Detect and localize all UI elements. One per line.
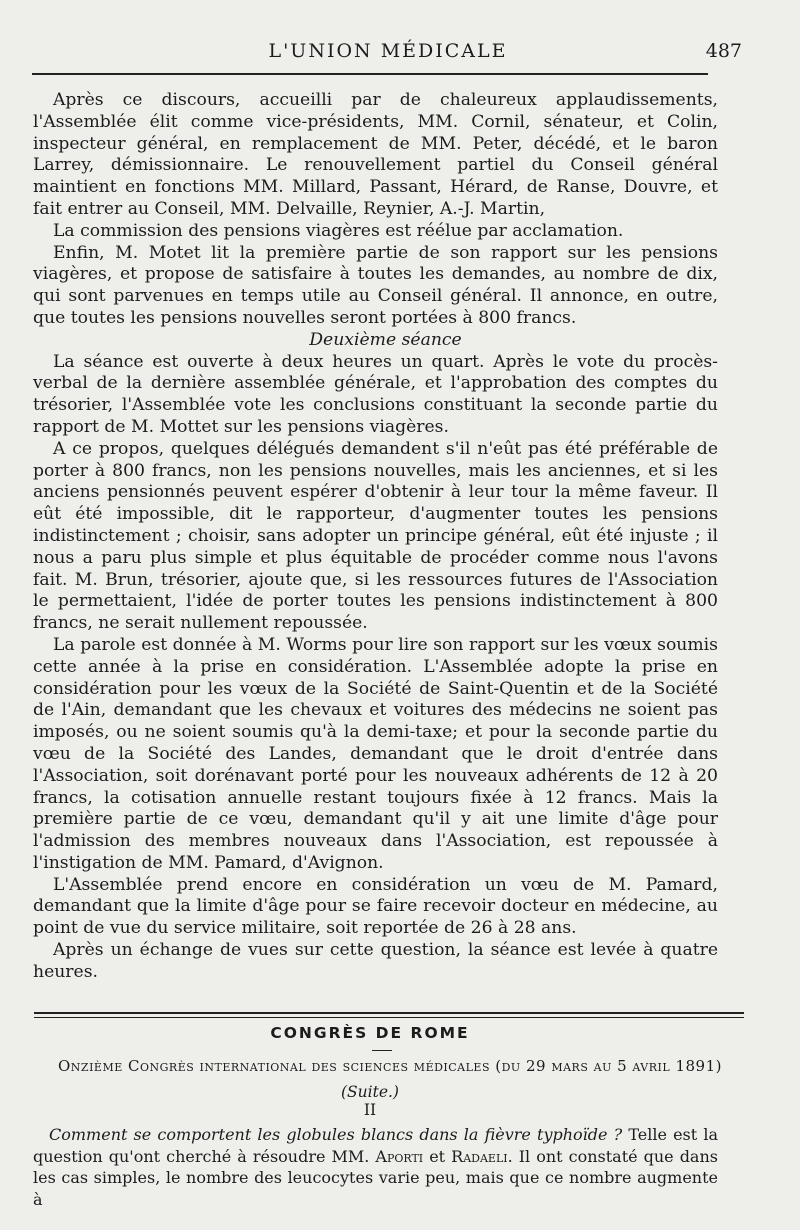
author-name: Aporti: [375, 1146, 424, 1166]
text-segment: et: [429, 1146, 446, 1166]
text-segment: Telle est la question qu'ont cherché à résoudre MM.: [33, 1125, 718, 1166]
page-number: 487: [705, 40, 742, 62]
suite-label: (Suite.): [341, 1083, 399, 1101]
congress-paragraph: [33, 1124, 718, 1210]
paragraph: Après ce discours, accueilli par de chaleureux applaudissements, l'Assemblée élit comme vice-présidents, MM. Cornil, sénateur, et Colin, inspecteur général, en remplacement de MM. Peter, décédé, et le baron Larrey, démissionnaire. Le renouvellement partiel du Conseil général maintient en fonctions MM. Millard, Passant, Hérard, de Ranse, Douvre, et fait entrer au Conseil, MM. Delvaille, Reynier, A.-J. Martin,: [33, 90, 718, 219]
paragraph: Enfin, M. Motet lit la première partie de son rapport sur les pensions viagères, et propose de satisfaire à toutes les demandes, au nombre de dix, qui sont parvenues en temps utile au Conseil général. Il annonce, en outre, que toutes les pensions nouvelles seront portées à 800 francs.: [33, 242, 718, 328]
running-title: L'UNION MÉDICALE: [268, 40, 508, 62]
section-heading: Deuxième séance: [309, 329, 462, 350]
question-text: Comment se comportent les globules blancs dans la fièvre typhoïde ?: [49, 1125, 623, 1144]
paragraph: A ce propos, quelques délégués demandent s'il n'eût pas été préférable de porter à 800 francs, non les pensions nouvelles, mais les anciennes, et si les anciens pensionnés peuvent espérer d'obtenir à leur tour la même faveur. Il eût été impossible, dit le rapporteur, d'augmenter toutes les pensions indistinctement ; choisir, sans adopter un principe général, eût été injuste ; il nous a paru plus simple et plus équitable de procéder comme nous l'avons fait. M. Brun, trésorier, ajoute que, si les ressources futures de l'Association le permettaient, l'idée de porter toutes les pensions indistinctement à 800 francs, ne serait nullement repoussée.: [33, 438, 718, 634]
paragraph: L'Assemblée prend encore en considération un vœu de M. Pamard, demandant que la limite d'âge pour se faire recevoir docteur en médecine, au point de vue du service militaire, soit reportée de 26 à 28 ans.: [33, 874, 718, 939]
paragraph: La séance est ouverte à deux heures un quart. Après le vote du procès-verbal de la dernière assemblée générale, et l'approbation des comptes du trésorier, l'Assemblée vote les conclusions constituant la seconde partie du rapport de M. Mottet sur les pensions viagères.: [33, 351, 718, 437]
paragraph: La commission des pensions viagères est réélue par acclamation.: [53, 220, 624, 241]
page-header: [34, 40, 742, 70]
section-divider: [34, 1012, 744, 1018]
part-number: II: [363, 1101, 377, 1119]
paragraph: La parole est donnée à M. Worms pour lire son rapport sur les vœux soumis cette année à la prise en considération. L'Assemblée adopte la prise en considération pour les vœux de la Société de Saint-Quentin et de la Société de l'Ain, demandant que les chevaux et voitures des médecins ne soient pas imposés, ou ne soient soumis qu'à la demi-taxe; et pour la seconde partie du vœu de la Société des Landes, demandant que le droit d'entrée dans l'Association, soit dorénavant porté pour les nouveaux adhérents de 12 à 20 francs, la cotisation annuelle restant toujours fixée à 12 francs. Mais la première partie de ce vœu, demandant qu'il y ait une limite d'âge pour l'admission des membres nouveaux dans l'Association, est repoussée à l'instigation de MM. Pamard, d'Avignon.: [33, 634, 718, 873]
title-underline: [372, 1050, 392, 1051]
paragraph: Après un échange de vues sur cette question, la séance est levée à quatre heures.: [33, 940, 718, 982]
header-rule: [32, 73, 708, 75]
congress-subtitle: Onzième Congrès international des sciences médicales (du 29 mars au 5 avril 1891): [58, 1057, 722, 1075]
congress-title: CONGRÈS DE ROME: [270, 1024, 470, 1042]
text-segment: Il ont constaté que dans les cas simples, le nombre des leucocytes varie peu, mais que ce nombre augmente à: [33, 1146, 718, 1209]
article-body: [33, 90, 718, 984]
author-name: Radaeli.: [451, 1146, 513, 1166]
